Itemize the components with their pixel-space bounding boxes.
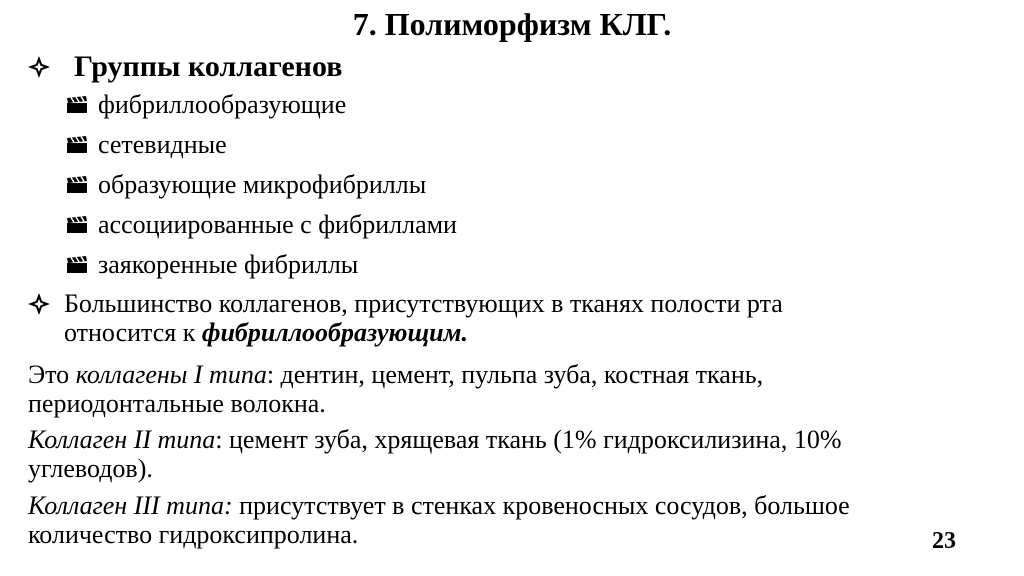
subitem-text: сетевидные — [98, 130, 227, 159]
bullet-line: Большинство коллагенов, присутствующих в тканях полости рта — [64, 289, 783, 318]
list-item — [66, 170, 426, 200]
subitem-text: ассоциированные с фибриллами — [98, 210, 457, 239]
subitem-text: образующие микрофибриллы — [98, 170, 427, 199]
bullet-majority — [28, 289, 783, 347]
paragraph-line — [28, 360, 988, 389]
para-rest: : цемент зуба, хрящевая ткань (1% гидроксилизина, 10% — [215, 425, 842, 454]
paragraph-line: периодонтальные волокна. — [28, 389, 326, 418]
diamond-bullet-icon — [28, 293, 50, 315]
bullet-line-emphasis: фибриллообразующим. — [201, 318, 468, 347]
para-term: коллагены I типа — [75, 360, 267, 389]
page-number: 23 — [932, 528, 956, 554]
bullet-line-plain: относится к — [64, 318, 202, 347]
paragraph-type1 — [28, 360, 988, 418]
subitem-text: фибриллообразующие — [98, 90, 347, 119]
clapperboard-icon — [66, 96, 88, 114]
bullet-majority-text — [64, 289, 783, 347]
bullet-line — [64, 318, 783, 347]
clapperboard-icon — [66, 136, 88, 154]
diamond-bullet-icon — [28, 56, 50, 78]
paragraph-type3 — [28, 491, 988, 549]
clapperboard-icon — [66, 256, 88, 274]
para-rest: присутствует в стенках кровеносных сосудов, большое — [232, 491, 850, 520]
list-item — [66, 250, 358, 280]
paragraph-line: углеводов). — [28, 454, 153, 483]
paragraph-line: количество гидроксипролина. — [28, 520, 359, 549]
clapperboard-icon — [66, 216, 88, 234]
bullet-group-heading — [28, 50, 342, 84]
para-term: Коллаген II типа — [28, 425, 216, 454]
subitem-text: заякоренные фибриллы — [98, 250, 359, 279]
para-lead: Это — [28, 360, 76, 389]
para-term: Коллаген III типа: — [28, 491, 233, 520]
paragraph-line — [28, 491, 988, 520]
list-item — [66, 210, 457, 240]
paragraph-line — [28, 425, 988, 454]
group-heading: Группы коллагенов — [74, 50, 343, 83]
para-rest: : дентин, цемент, пульпа зуба, костная ткань, — [266, 360, 764, 389]
paragraph-type2 — [28, 425, 988, 483]
list-item — [66, 90, 346, 120]
list-item — [66, 130, 227, 160]
slide-title: 7. Полиморфизм КЛГ. — [352, 6, 672, 42]
clapperboard-icon — [66, 176, 88, 194]
